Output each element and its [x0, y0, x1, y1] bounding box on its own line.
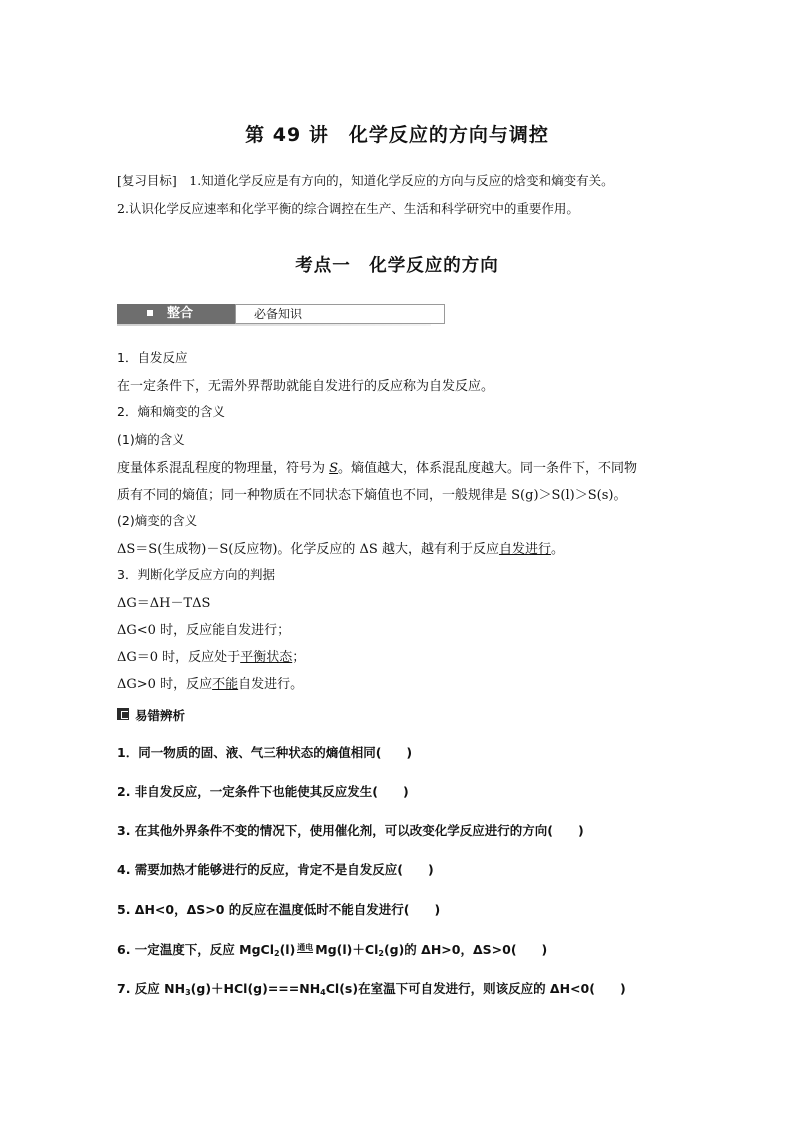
text: 6. 一定温度下，反应 MgCl — [117, 942, 274, 957]
text: (l) — [279, 942, 296, 957]
subscript: 3 — [185, 988, 191, 997]
entropy-symbol: S — [329, 461, 339, 476]
underlined-answer: 自发进行 — [498, 542, 551, 557]
square-bullet-icon — [147, 310, 153, 316]
banner-tag-knowledge — [235, 304, 445, 324]
question-4: 4. 需要加热才能够进行的反应，肯定不是自发反应( ) — [117, 862, 434, 877]
text: (g)的 ΔH>0，ΔS>0( ) — [383, 942, 548, 957]
para-entropy-2 — [117, 484, 626, 503]
heading-entropy-meaning: (1)熵的含义 — [117, 432, 185, 447]
text: ΔG>0 时，反应 — [117, 677, 213, 692]
formula-gibbs: ΔG＝ΔH－TΔS — [117, 596, 211, 611]
text: 度量体系混乱程度的物理量，符号为 — [117, 461, 330, 476]
heading-spontaneous: 1．自发反应 — [117, 350, 188, 365]
subscript: 2 — [378, 949, 384, 958]
question-1: 1．同一物质的固、液、气三种状态的熵值相同( ) — [117, 745, 413, 760]
question-2: 2. 非自发反应，一定条件下也能使其反应发生( ) — [117, 784, 409, 799]
question-5: 5. ΔH<0，ΔS>0 的反应在温度低时不能自发进行( ) — [117, 902, 441, 917]
section-title: 考点一 化学反应的方向 — [295, 256, 499, 276]
banner-tag-integration — [117, 304, 235, 324]
text: 。熵值越大，体系混乱度越大。同一条件下，不同物 — [338, 461, 638, 476]
entropy-rule: S(g)＞S(l)＞S(s)。 — [511, 488, 627, 503]
text: (g)＋HCl(g)===NH — [190, 981, 321, 996]
review-objective-2: 2.认识化学反应速率和化学平衡的综合调控在生产、生活和科学研究中的重要作用。 — [117, 201, 579, 216]
criterion-positive — [117, 673, 303, 692]
underlined-answer: 不能 — [212, 677, 239, 692]
text: 。 — [550, 542, 564, 557]
heading-criterion: 3．判断化学反应方向的判据 — [117, 567, 275, 582]
para-entropy-change — [117, 538, 564, 557]
error-analysis-title: 易错辨析 — [135, 708, 186, 723]
question-3: 3. 在其他外界条件不变的情况下，使用催化剂，可以改变化学反应进行的方向( ) — [117, 823, 584, 838]
subscript: 2 — [274, 949, 280, 958]
question-6 — [117, 940, 547, 958]
text: 7. 反应 NH — [117, 981, 186, 996]
banner-right-label: 必备知识 — [254, 307, 303, 321]
text: ΔG＝0 时，反应处于 — [117, 650, 241, 665]
error-analysis-icon — [117, 708, 129, 720]
subscript: 4 — [320, 988, 326, 997]
question-7 — [117, 979, 626, 997]
para-spontaneous: 在一定条件下，无需外界帮助就能自发进行的反应称为自发反应。 — [117, 379, 495, 394]
text: 质有不同的熵值；同一种物质在不同状态下熵值也不同，一般规律是 — [117, 488, 512, 503]
criterion-negative: ΔG<0 时，反应能自发进行； — [117, 623, 291, 638]
underlined-answer: 平衡状态 — [240, 650, 293, 665]
page-title: 第 49 讲 化学反应的方向与调控 — [245, 124, 549, 146]
criterion-zero — [117, 646, 305, 665]
heading-entropy-change: (2)熵变的含义 — [117, 513, 198, 528]
banner-left-label: 整合 — [167, 306, 194, 321]
text: ΔS＝S(生成物)－S(反应物)。化学反应的 ΔS 越大，越有利于反应 — [117, 542, 499, 557]
para-entropy-1 — [117, 457, 637, 476]
heading-entropy: 2．熵和熵变的含义 — [117, 404, 225, 419]
text: ； — [292, 650, 306, 665]
review-objective-1: [复习目标] 1.知道化学反应是有方向的，知道化学反应的方向与反应的焓变和熵变有关。 — [117, 173, 614, 188]
reaction-condition: 通电 — [297, 943, 314, 952]
text: Mg(l)＋Cl — [315, 942, 379, 957]
text: Cl(s)在室温下可自发进行，则该反应的 ΔH<0( ) — [325, 981, 626, 996]
section-banner — [117, 303, 431, 327]
text: 自发进行。 — [238, 677, 304, 692]
